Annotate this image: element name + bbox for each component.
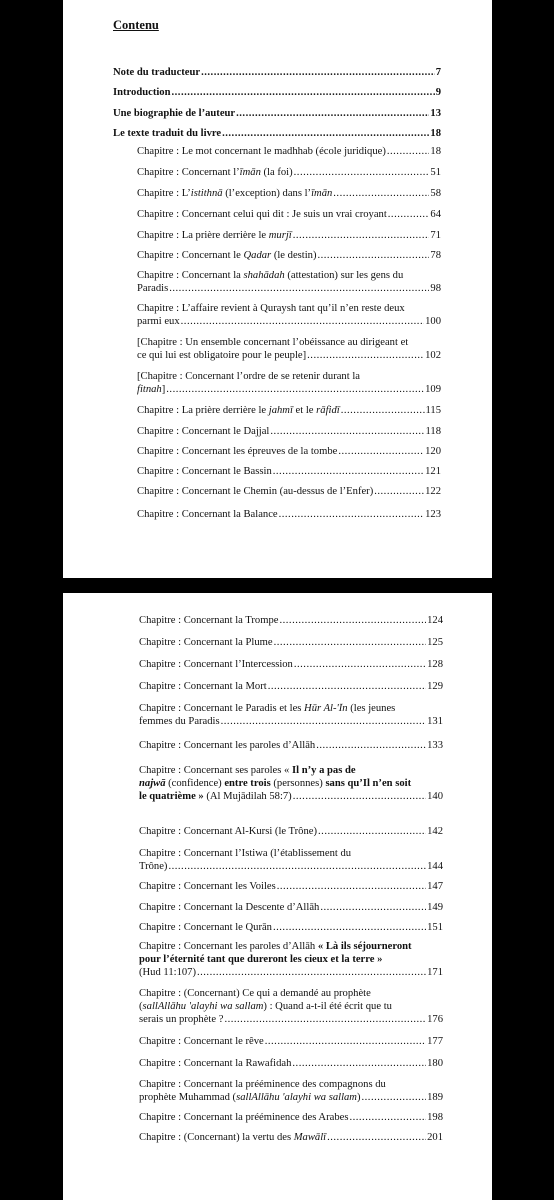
entry-page: 151 xyxy=(427,922,443,933)
leader-dots xyxy=(172,87,435,100)
toc-chapter-5[interactable] xyxy=(137,230,441,243)
entry-page: 100 xyxy=(425,315,441,327)
entry-page: 125 xyxy=(427,637,443,648)
leader-dots xyxy=(166,384,424,397)
entry-title: Chapitre : Concernant le Qurān xyxy=(139,922,272,933)
entry-title-line-2: Trône) xyxy=(139,860,168,872)
entry-title xyxy=(137,405,340,418)
leader-dots xyxy=(341,405,425,418)
text-part: (attestation) sur les gens du xyxy=(284,270,404,281)
leader-dots xyxy=(169,283,429,296)
entry-page: 118 xyxy=(425,426,441,437)
entry-page: 142 xyxy=(427,826,443,837)
entry-page: 7 xyxy=(435,67,441,78)
italic-term: rāfidī xyxy=(316,405,340,416)
entry-title-line-1: Chapitre : Concernant l’Istiwa (l’établissement du xyxy=(139,848,352,859)
entry-page: 102 xyxy=(425,349,441,361)
toc-chapter-31[interactable] xyxy=(139,1036,443,1049)
text-part: Chapitre : Concernant les paroles d’Allāh xyxy=(139,941,318,952)
italic-term: īmān xyxy=(311,188,333,199)
entry-title: Le texte traduit du livre xyxy=(113,128,222,139)
leader-dots xyxy=(273,922,426,935)
text-part: Chapitre : La prière derrière le xyxy=(137,405,269,416)
toc-chapter-2[interactable] xyxy=(137,167,441,180)
leader-dots xyxy=(316,740,426,753)
entry-title: Introduction xyxy=(113,87,171,98)
toc-chapter-9[interactable] xyxy=(137,337,441,363)
text-part: Chapitre : Concernant le Paradis et les xyxy=(139,703,305,714)
entry-page: 13 xyxy=(430,108,441,119)
entry-title-line-3 xyxy=(139,791,292,804)
toc-chapter-22[interactable] xyxy=(139,740,443,753)
entry-title: Chapitre : Concernant les épreuves de la tombe xyxy=(137,446,338,457)
toc-chapter-17[interactable] xyxy=(139,615,443,628)
entry-page: 123 xyxy=(425,509,441,520)
toc-chapter-30[interactable] xyxy=(139,988,443,1026)
text-part: Chapitre : Concernant l’ xyxy=(137,167,240,178)
entry-title-line-1 xyxy=(139,765,443,778)
toc-chapter-13[interactable] xyxy=(137,446,441,459)
leader-dots xyxy=(236,108,429,121)
entry-page: 131 xyxy=(427,715,443,727)
entry-title: Chapitre : Concernant la Mort xyxy=(139,681,267,692)
italic-term: shahādah xyxy=(243,270,285,281)
entry-title xyxy=(137,250,316,263)
entry-page: 177 xyxy=(427,1036,443,1047)
leader-dots xyxy=(387,146,430,159)
bold-italic-term: najwā xyxy=(139,777,166,789)
text-part: Chapitre : Concernant la xyxy=(137,270,244,281)
entry-title xyxy=(137,230,292,243)
entry-title-line-2 xyxy=(137,384,165,397)
text-part: Chapitre : L’ xyxy=(137,188,191,199)
entry-title: Chapitre : Concernant le Dajjal xyxy=(137,426,270,437)
toc-chapter-33[interactable] xyxy=(139,1079,443,1105)
entry-title: Chapitre : Concernant la Trompe xyxy=(139,615,279,626)
leader-dots xyxy=(317,250,429,263)
toc-chapter-25[interactable] xyxy=(139,848,443,874)
italic-term: Mawālī xyxy=(293,1132,327,1143)
toc-chapter-4[interactable] xyxy=(137,209,441,222)
entry-page: 120 xyxy=(425,446,441,457)
leader-dots xyxy=(307,350,424,363)
leader-dots xyxy=(388,209,430,222)
entry-page: 98 xyxy=(430,282,441,294)
leader-dots xyxy=(181,316,424,329)
toc-chapter-6[interactable] xyxy=(137,250,441,263)
entry-title-line-1: [Chapitre : Un ensemble concernant l’obéissance au dirigeant et xyxy=(137,337,409,348)
toc-chapter-18[interactable] xyxy=(139,637,443,650)
entry-title-line-2: femmes du Paradis xyxy=(139,715,220,727)
italic-term: īmān xyxy=(239,167,261,178)
italic-term: jahmī xyxy=(268,405,293,416)
entry-page: 140 xyxy=(427,790,443,802)
text-part: Chapitre : Concernant ses paroles « xyxy=(139,765,292,776)
text-part: (confidence) xyxy=(165,777,225,789)
entry-title-line-1: Chapitre : L’affaire revient à Quraysh tant qu’il n’en reste deux xyxy=(137,303,405,314)
entry-title: Chapitre : Concernant le Chemin (au-dessus de l’Enfer) xyxy=(137,486,374,497)
entry-title-line-1: Chapitre : Concernant la prééminence des compagnons du xyxy=(139,1079,386,1090)
italic-term: sallAllāhu 'alayhi wa sallam xyxy=(236,1091,357,1103)
leader-dots xyxy=(293,791,426,804)
entry-page: 144 xyxy=(427,860,443,872)
toc-chapter-35[interactable] xyxy=(139,1132,443,1145)
entry-page: 121 xyxy=(425,466,441,477)
bold-quote: entre trois xyxy=(224,777,271,789)
leader-dots xyxy=(338,446,424,459)
leader-dots xyxy=(222,128,429,141)
italic-term: fitnah xyxy=(137,383,162,395)
entry-page: 122 xyxy=(425,486,441,497)
entry-title-line-2: parmi eux xyxy=(137,315,180,327)
leader-dots xyxy=(294,167,430,180)
italic-term: sallAllāhu 'alayhi wa sallam xyxy=(142,1000,264,1012)
toc-chapter-24[interactable] xyxy=(139,826,443,839)
leader-dots xyxy=(224,1014,426,1027)
entry-page: 124 xyxy=(427,615,443,626)
entry-page: 58 xyxy=(430,188,441,199)
toc-chapter-19[interactable] xyxy=(139,659,443,672)
text-part: (les jeunes xyxy=(347,703,396,714)
entry-page: 78 xyxy=(430,250,441,261)
entry-title-line-2 xyxy=(139,1001,443,1014)
entry-title xyxy=(139,1132,326,1145)
text-part: Chapitre : Concernant le xyxy=(137,250,244,261)
entry-page: 149 xyxy=(427,902,443,913)
leader-dots xyxy=(279,615,426,628)
entry-page: 147 xyxy=(427,881,443,892)
text-part: Chapitre : La prière derrière le xyxy=(137,230,269,241)
entry-title: Chapitre : Concernant le rêve xyxy=(139,1036,264,1047)
entry-title: Chapitre : Concernant la Descente d’Allāh xyxy=(139,902,320,913)
entry-title: Chapitre : Concernant Al-Kursi (le Trône) xyxy=(139,826,318,837)
entry-title xyxy=(137,188,332,201)
bold-quote: sans qu’Il n’en soit xyxy=(325,777,412,789)
leader-dots xyxy=(201,67,435,80)
toc-chapter-32[interactable] xyxy=(139,1058,443,1071)
entry-page: 71 xyxy=(430,230,441,241)
leader-dots xyxy=(318,826,426,839)
document-page-2 xyxy=(63,593,492,1200)
entry-page: 198 xyxy=(427,1112,443,1123)
document-page-1 xyxy=(63,0,492,578)
text-part: et le xyxy=(292,405,317,416)
toc-chapter-29[interactable] xyxy=(139,941,443,979)
toc-heading: Contenu xyxy=(113,18,159,32)
text-part: ) xyxy=(356,1091,361,1103)
entry-page: 64 xyxy=(430,209,441,220)
toc-chapter-27[interactable] xyxy=(139,902,443,915)
toc-entry-introduction[interactable] xyxy=(113,87,441,100)
entry-title-line-1 xyxy=(139,703,443,716)
entry-title: Chapitre : Concernant la prééminence des Arabes xyxy=(139,1112,349,1123)
toc-chapter-21[interactable] xyxy=(139,703,443,729)
text-part: prophète Muhammad ( xyxy=(139,1091,237,1103)
leader-dots xyxy=(293,230,430,243)
text-part: Chapitre : (Concernant) la vertu des xyxy=(139,1132,294,1143)
leader-dots xyxy=(294,659,426,672)
leader-dots xyxy=(274,637,427,650)
entry-title: Chapitre : Concernant la Plume xyxy=(139,637,273,648)
toc-entry-biography[interactable] xyxy=(113,108,441,121)
entry-page: 201 xyxy=(427,1132,443,1143)
text-part: (personnes) xyxy=(270,777,326,789)
entry-title-line-2 xyxy=(139,778,443,791)
entry-title: Une biographie de l’auteur xyxy=(113,108,236,119)
leader-dots xyxy=(327,1132,426,1145)
italic-term: Qadar xyxy=(243,250,272,261)
text-part: (le destin) xyxy=(271,250,317,261)
entry-title-line-2 xyxy=(139,1092,361,1105)
leader-dots xyxy=(270,426,424,439)
entry-title: Chapitre : Concernant celui qui dit : Je suis un vrai croyant xyxy=(137,209,387,220)
toc-chapter-34[interactable] xyxy=(139,1112,443,1125)
text-part: (la foi) xyxy=(260,167,293,178)
toc-entry-translator-note[interactable] xyxy=(113,67,441,80)
italic-term: murjī xyxy=(268,230,292,241)
leader-dots xyxy=(168,861,426,874)
leader-dots xyxy=(268,681,426,694)
toc-chapter-15[interactable] xyxy=(137,486,441,499)
leader-dots xyxy=(292,1058,426,1071)
entry-title-line-1: Chapitre : (Concernant) Ce qui a demandé au prophète xyxy=(139,988,371,999)
bold-quote: Il n’y a pas de xyxy=(291,765,356,776)
leader-dots xyxy=(265,1036,426,1049)
toc-chapter-7[interactable] xyxy=(137,270,441,296)
entry-page: 18 xyxy=(430,146,441,157)
entry-title xyxy=(137,167,293,180)
italic-term: Hūr Al-'Īn xyxy=(304,703,348,714)
toc-chapter-8[interactable] xyxy=(137,303,441,329)
toc-chapter-10[interactable] xyxy=(137,371,441,397)
italic-term: istithnā xyxy=(190,188,223,199)
leader-dots xyxy=(320,902,426,915)
leader-dots xyxy=(273,466,424,479)
leader-dots xyxy=(362,1092,427,1105)
entry-page: 129 xyxy=(427,681,443,692)
entry-title-line-2: Paradis xyxy=(137,282,169,294)
toc-chapter-12[interactable] xyxy=(137,426,441,439)
entry-title: Chapitre : Concernant l’Intercession xyxy=(139,659,293,670)
leader-dots xyxy=(333,188,429,201)
entry-title-line-3: serais un prophète ? xyxy=(139,1013,224,1025)
toc-chapter-28[interactable] xyxy=(139,922,443,935)
entry-page: 115 xyxy=(425,405,441,416)
entry-page: 171 xyxy=(427,966,443,978)
entry-page: 176 xyxy=(427,1013,443,1025)
leader-dots xyxy=(221,716,426,729)
entry-title: Chapitre : Concernant la Rawafidah xyxy=(139,1058,292,1069)
entry-title-line-3: (Hud 11:107) xyxy=(139,966,196,978)
entry-title-line-1 xyxy=(137,270,441,283)
leader-dots xyxy=(374,486,424,499)
leader-dots xyxy=(349,1112,426,1125)
bold-quote: le quatrième » xyxy=(139,790,204,802)
entry-title-line-2: pour l’éternité tant que dureront les cieux et la terre » xyxy=(139,953,383,965)
toc-chapter-26[interactable] xyxy=(139,881,443,894)
entry-page: 180 xyxy=(427,1058,443,1069)
entry-title: Chapitre : Concernant les paroles d’Allāh xyxy=(139,740,316,751)
entry-title: Chapitre : Concernant la Balance xyxy=(137,509,278,520)
entry-title-line-1 xyxy=(139,941,443,954)
toc-chapter-14[interactable] xyxy=(137,466,441,479)
entry-page: 18 xyxy=(430,128,441,139)
toc-chapter-20[interactable] xyxy=(139,681,443,694)
entry-page: 133 xyxy=(427,740,443,751)
entry-page: 128 xyxy=(427,659,443,670)
text-part: ) : Quand a-t-il été écrit que tu xyxy=(263,1000,392,1012)
entry-page: 9 xyxy=(435,87,441,98)
leader-dots xyxy=(277,881,426,894)
text-part: ] xyxy=(161,383,166,395)
entry-page: 51 xyxy=(430,167,441,178)
entry-title: Chapitre : Le mot concernant le madhhab (école juridique) xyxy=(137,146,386,157)
text-part: (l’exception) dans l’ xyxy=(222,188,312,199)
toc-chapter-23[interactable] xyxy=(139,765,443,803)
entry-title: Note du traducteur xyxy=(113,67,201,78)
bold-quote: « Là ils séjourneront xyxy=(317,941,412,952)
entry-page: 109 xyxy=(425,383,441,395)
toc-chapter-1[interactable] xyxy=(137,146,441,159)
toc-chapter-16[interactable] xyxy=(137,509,441,522)
entry-title: Chapitre : Concernant le Bassin xyxy=(137,466,272,477)
entry-page: 189 xyxy=(427,1091,443,1103)
entry-title: Chapitre : Concernant les Voiles xyxy=(139,881,276,892)
text-part: ( xyxy=(139,1000,143,1012)
text-part: (Al Mujādilah 58:7) xyxy=(203,790,292,802)
leader-dots xyxy=(279,509,425,522)
toc-chapter-3[interactable] xyxy=(137,188,441,201)
leader-dots xyxy=(197,967,426,980)
toc-chapter-11[interactable] xyxy=(137,405,441,418)
toc-entry-translated-text[interactable] xyxy=(113,128,441,141)
entry-title-line-2: ce qui lui est obligatoire pour le peuple] xyxy=(137,349,307,361)
entry-title-line-1: [Chapitre : Concernant l’ordre de se retenir durant la xyxy=(137,371,360,382)
